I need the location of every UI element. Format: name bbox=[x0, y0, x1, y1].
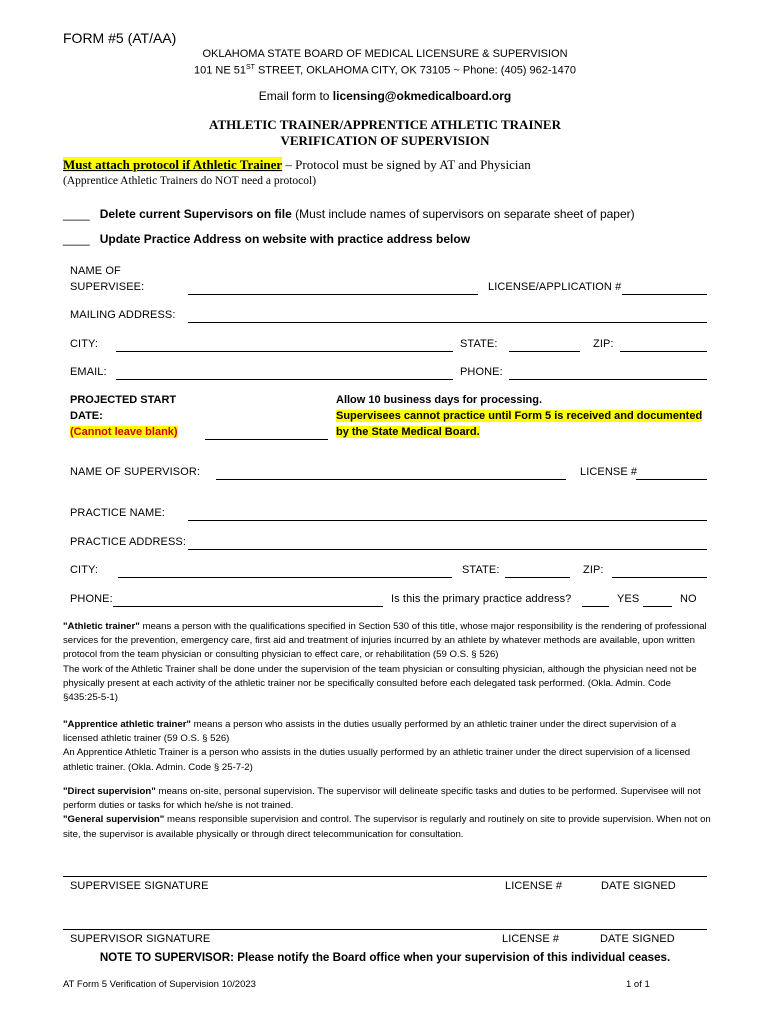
practice-state-label: STATE: bbox=[462, 564, 500, 576]
supervisor-license-field[interactable] bbox=[636, 479, 707, 480]
address-suffix: STREET, OKLAHOMA CITY, OK 73105 ~ Phone: (405) 962-1470 bbox=[254, 64, 577, 77]
form-number: FORM #5 (AT/AA) bbox=[63, 30, 177, 46]
update-option-bold: Update Practice Address on website with practice address below bbox=[99, 232, 471, 246]
athletic-trainer-definition bbox=[63, 620, 711, 705]
primary-no-blank[interactable] bbox=[643, 606, 672, 607]
page-number: 1 of 1 bbox=[626, 979, 650, 990]
email-label: EMAIL: bbox=[70, 366, 107, 378]
date-label: DATE: bbox=[70, 410, 103, 422]
yes-label: YES bbox=[617, 593, 640, 605]
supervisee-notice-line1: Supervisees cannot practice until Form 5 is received and documented bbox=[336, 410, 703, 422]
direct-supervision-text: means on-site, personal supervision. The supervisor will delineate specific tasks and duties to be performed. Supervisee will not perform duties or tasks for which he/she is not trained. bbox=[63, 786, 701, 812]
board-email-link[interactable]: licensing@okmedicalboard.org bbox=[332, 89, 512, 103]
license-application-field[interactable] bbox=[622, 294, 707, 295]
address-superscript: ST bbox=[245, 64, 255, 71]
license-application-label: LICENSE/APPLICATION # bbox=[488, 281, 622, 293]
supervisor-license-label: LICENSE # bbox=[580, 466, 638, 478]
practice-state-field[interactable] bbox=[505, 577, 570, 578]
board-name: OKLAHOMA STATE BOARD OF MEDICAL LICENSURE & SUPERVISION bbox=[202, 48, 568, 60]
projected-start-label: PROJECTED START bbox=[70, 394, 177, 406]
email-instruction bbox=[0, 89, 770, 103]
practice-name-field[interactable] bbox=[188, 520, 707, 521]
update-checkbox-blank[interactable]: ____ bbox=[63, 232, 90, 246]
direct-supervision-term: "Direct supervision" bbox=[63, 786, 156, 797]
practice-city-label: CITY: bbox=[70, 564, 99, 576]
supervisor-name-label: NAME OF SUPERVISOR: bbox=[70, 466, 201, 478]
apprentice-term: "Apprentice athletic trainer" bbox=[63, 719, 191, 730]
protocol-requirement bbox=[63, 157, 531, 173]
practice-address-field[interactable] bbox=[188, 549, 707, 550]
processing-time-note: Allow 10 business days for processing. bbox=[336, 394, 543, 406]
email-prefix: Email form to bbox=[258, 89, 333, 103]
supervisor-name-field[interactable] bbox=[216, 479, 566, 480]
city-label: CITY: bbox=[70, 338, 99, 350]
supervisee-name-field[interactable] bbox=[188, 294, 478, 295]
practice-name-label: PRACTICE NAME: bbox=[70, 507, 165, 519]
practice-zip-field[interactable] bbox=[612, 577, 707, 578]
supervisor-signature-label: SUPERVISOR SIGNATURE bbox=[70, 933, 211, 945]
supervision-definitions bbox=[63, 785, 711, 842]
protocol-highlight: Must attach protocol if Athletic Trainer bbox=[63, 157, 283, 172]
practice-phone-field[interactable] bbox=[113, 606, 383, 607]
supervisee-date-label: DATE SIGNED bbox=[601, 880, 676, 892]
form-title-line1: ATHLETIC TRAINER/APPRENTICE ATHLETIC TRAINER bbox=[209, 117, 561, 132]
name-of-label: NAME OF bbox=[70, 265, 121, 277]
update-address-option bbox=[63, 232, 470, 246]
supervisee-license-label: LICENSE # bbox=[505, 880, 563, 892]
supervisor-date-label: DATE SIGNED bbox=[600, 933, 675, 945]
city-field[interactable] bbox=[116, 351, 453, 352]
supervisor-signature-line[interactable] bbox=[63, 929, 707, 930]
apprentice-definition bbox=[63, 718, 711, 775]
no-label: NO bbox=[680, 593, 697, 605]
primary-address-question: Is this the primary practice address? bbox=[391, 593, 572, 605]
address-prefix: 101 NE 51 bbox=[193, 64, 246, 77]
supervisee-notice-line2: by the State Medical Board. bbox=[336, 426, 480, 438]
state-label: STATE: bbox=[460, 338, 498, 350]
primary-yes-blank[interactable] bbox=[582, 606, 609, 607]
practice-phone-label: PHONE: bbox=[70, 593, 113, 605]
delete-checkbox-blank[interactable]: ____ bbox=[63, 207, 90, 221]
supervisor-license-label-sig: LICENSE # bbox=[502, 933, 560, 945]
apprentice-text: means a person who assists in the duties usually performed by an athletic trainer under the direct supervision of a licensed athletic trainer (59 O.S. § 526) bbox=[63, 719, 677, 745]
general-supervision-term: "General supervision" bbox=[63, 814, 165, 826]
supervisee-label: SUPERVISEE: bbox=[70, 281, 145, 293]
supervisee-signature-line[interactable] bbox=[63, 876, 707, 877]
delete-option-bold: Delete current Supervisors on file bbox=[99, 207, 292, 221]
delete-option-rest: (Must include names of supervisors on separate sheet of paper) bbox=[291, 207, 635, 221]
practice-address-label: PRACTICE ADDRESS: bbox=[70, 536, 187, 548]
phone-label: PHONE: bbox=[460, 366, 503, 378]
general-supervision-text: means responsible supervision and control. The supervisor is regularly and routinely on site to provide supervision. When not on site, the supervisor is available physically or through direct telecommunication for consultation. bbox=[63, 814, 711, 840]
form-version: AT Form 5 Verification of Supervision 10/2023 bbox=[63, 979, 256, 990]
form-title-line2: VERIFICATION OF SUPERVISION bbox=[280, 133, 490, 148]
cannot-leave-blank-note: (Cannot leave blank) bbox=[70, 426, 178, 438]
mailing-address-label: MAILING ADDRESS: bbox=[70, 309, 176, 321]
supervisee-signature-label: SUPERVISEE SIGNATURE bbox=[70, 880, 209, 892]
athletic-trainer-work-text: The work of the Athletic Trainer shall be done under the supervision of the team physician or consulting physician, although the physician need not be physically present at each activity of the athletic trainer nor be specifically consulted before each delegated task performed. (Okla. Admin. Code §435:25-5-1) bbox=[63, 663, 697, 704]
board-address bbox=[0, 64, 770, 77]
state-field[interactable] bbox=[509, 351, 580, 352]
email-field[interactable] bbox=[116, 379, 453, 380]
protocol-note: (Apprentice Athletic Trainers do NOT need a protocol) bbox=[63, 175, 317, 187]
zip-field[interactable] bbox=[620, 351, 707, 352]
practice-city-field[interactable] bbox=[118, 577, 452, 578]
apprentice-more-text: An Apprentice Athletic Trainer is a person who assists in the duties usually performed by an athletic trainer under the direct supervision of a licensed athletic trainer. (Okla. Admin. Code § 25-7-2) bbox=[63, 747, 691, 773]
practice-zip-label: ZIP: bbox=[583, 564, 604, 576]
protocol-rest: – Protocol must be signed by AT and Physician bbox=[282, 157, 531, 172]
delete-supervisors-option bbox=[63, 207, 635, 221]
phone-field[interactable] bbox=[509, 379, 707, 380]
athletic-trainer-term: "Athletic trainer" bbox=[63, 621, 140, 632]
athletic-trainer-text: means a person with the qualifications specified in Section 530 of this title, whose major responsibility is the rendering of professional services for the prevention, emergency care, first aid and treatment of injuries incurred by an athlete by whatever methods are available, upon written protocol from the team physician or consulting physician to effect care, or rehabilitation (59 O.S. § 526) bbox=[63, 621, 707, 661]
supervisor-note: NOTE TO SUPERVISOR: Please notify the Board office when your supervision of this individual ceases. bbox=[99, 951, 671, 964]
mailing-address-field[interactable] bbox=[188, 322, 707, 323]
zip-label: ZIP: bbox=[593, 338, 614, 350]
projected-start-date-field[interactable] bbox=[205, 439, 328, 440]
